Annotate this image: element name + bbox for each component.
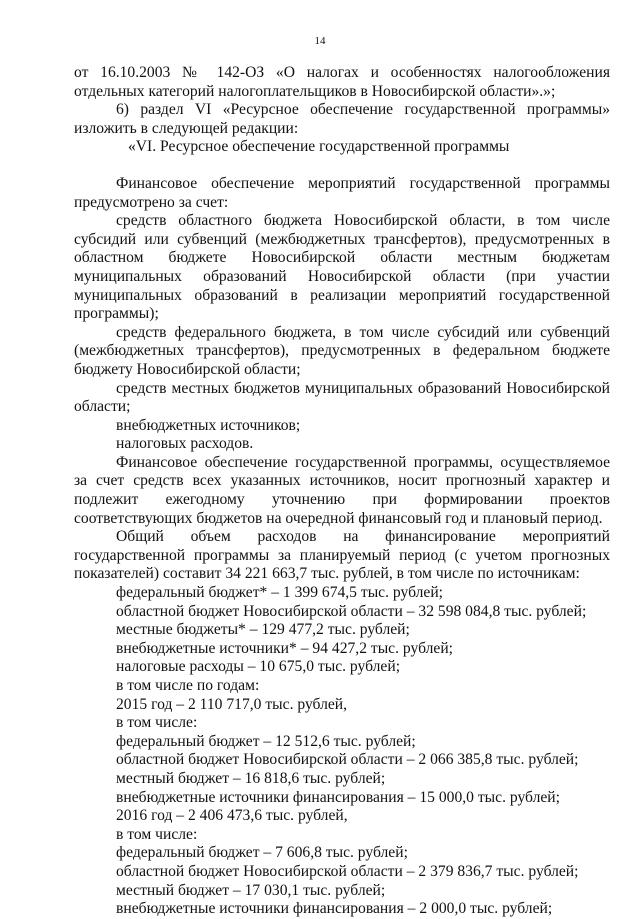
year-heading: 2016 год – 2 406 473,6 тыс. рублей,: [116, 807, 348, 825]
by-source-item: федеральный бюджет* – 1 399 674,5 тыс. рублей;: [116, 584, 443, 602]
section-title: «VI. Ресурсное обеспечение государственной программы: [128, 138, 510, 156]
by-source-item: местные бюджеты* – 129 477,2 тыс. рублей;: [116, 621, 410, 639]
item-6-paragraph: 6) раздел VI «Ресурсное обеспечение государственной программы» изложить в следующей редакции:: [74, 101, 610, 137]
funding-intro-line-2: предусмотрено за счет:: [74, 193, 229, 211]
year-item: внебюджетные источники финансирования – 2 000,0 тыс. рублей;: [116, 900, 553, 918]
spacer: [74, 157, 610, 175]
by-source-item: областной бюджет Новосибирской области – 32 598 084,8 тыс. рублей;: [116, 602, 587, 620]
year-heading: 2015 год – 2 110 717,0 тыс. рублей,: [116, 695, 348, 713]
year-item: федеральный бюджет – 12 512,6 тыс. рублей;: [116, 732, 416, 750]
page-number: 14: [314, 35, 326, 47]
year-item: областной бюджет Новосибирской области – 2 379 836,7 тыс. рублей;: [116, 862, 579, 880]
source-paragraph: внебюджетных источников;: [116, 416, 301, 434]
year-item: внебюджетные источники финансирования – 15 000,0 тыс. рублей;: [116, 788, 560, 806]
year-item: местный бюджет – 16 818,6 тыс. рублей;: [116, 769, 386, 787]
source-paragraph: налоговых расходов.: [116, 435, 254, 453]
year-item: федеральный бюджет – 7 606,8 тыс. рублей;: [116, 844, 408, 862]
source-paragraph: средств местных бюджетов муниципальных образований Новосибирской области;: [74, 379, 610, 416]
source-paragraph: средств федерального бюджета, в том числе субсидий или субвенций (межбюджетных трансфертов), предусмотренных в федеральном бюджете бюджету Новосибирской области;: [74, 323, 610, 378]
year-item: областной бюджет Новосибирской области – 2 066 385,8 тыс. рублей;: [116, 751, 579, 769]
document-body: [74, 64, 610, 919]
year-sub-label: в том числе:: [116, 825, 198, 843]
by-source-item: налоговые расходы – 10 675,0 тыс. рублей;: [116, 658, 401, 676]
total-paragraph: Общий объем расходов на финансирование мероприятий государственной программы за планируемый период (с учетом прогнозных показателей) составит 34 221 663,7 тыс. рублей, в том числе по источникам:: [74, 528, 610, 583]
by-year-label: в том числе по годам:: [116, 677, 260, 694]
forecast-note-paragraph: Финансовое обеспечение государственной программы, осуществляемое за счет средств всех указанных источников, носит прогнозный характер и подлежит ежегодному уточнению при формировании проектов соответствующих бюджетов на очередной финансовый год и плановый период.: [74, 453, 610, 527]
year-sub-label: в том числе:: [116, 714, 198, 732]
by-source-item: внебюджетные источники* – 94 427,2 тыс. рублей;: [116, 639, 454, 657]
source-paragraph: средств областного бюджета Новосибирской области, в том числе субсидий или субвенций (межбюджетных трансфертов), предусмотренных в областном бюджете Новосибирской области местным бюджетам муниципальных образований Новосибирской области (при участии муниципальных образований в реализации мероприятий государственной программы);: [74, 212, 610, 323]
continuation-paragraph: от 16.10.2003 № 142-ОЗ «О налогах и особенностях налогообложения отдельных категорий налогоплательщиков в Новосибирской области».»;: [74, 64, 610, 100]
year-item: местный бюджет – 17 030,1 тыс. рублей;: [116, 881, 386, 899]
funding-intro-line-1: Финансовое обеспечение мероприятий государственной программы: [116, 174, 610, 192]
